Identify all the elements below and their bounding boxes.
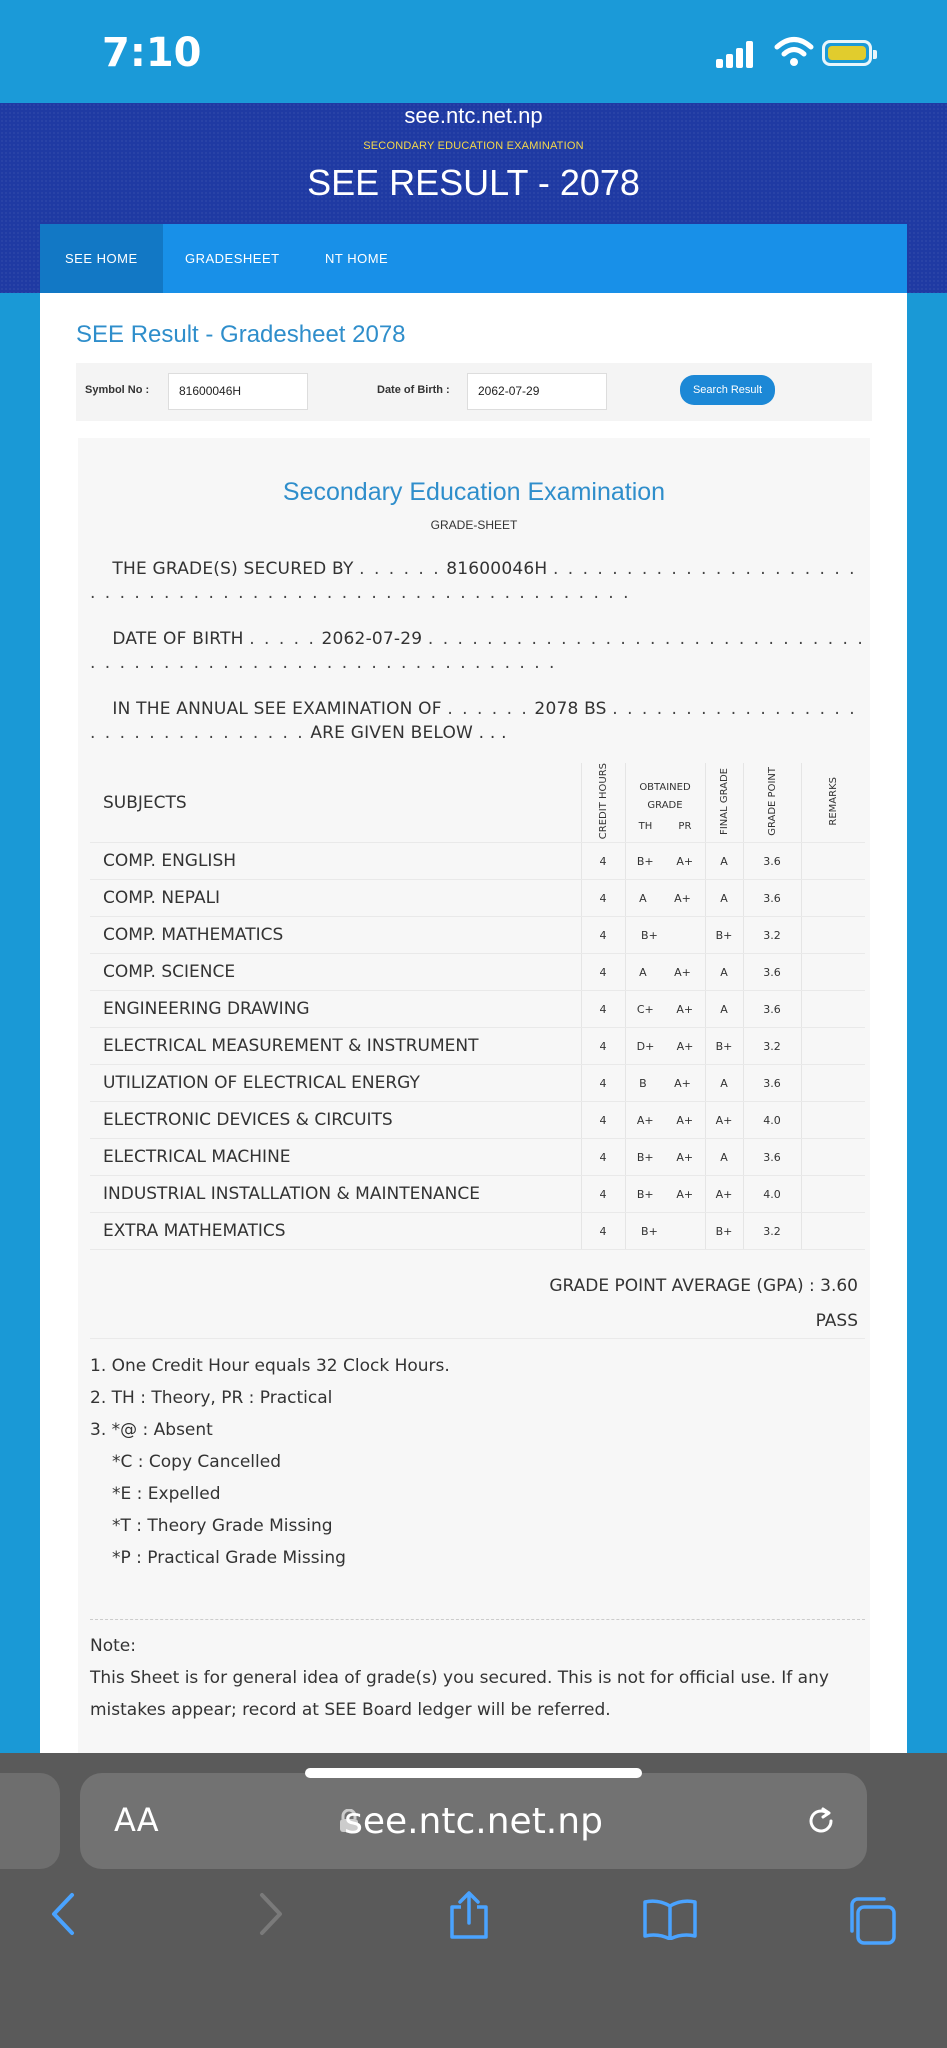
header-final-grade: FINAL GRADE bbox=[705, 763, 743, 843]
forward-icon[interactable] bbox=[256, 1891, 286, 1937]
browser-toolbar bbox=[0, 1753, 947, 2048]
status-bar bbox=[0, 0, 947, 103]
credit-cell: 4 bbox=[581, 917, 625, 954]
final-grade-cell: A bbox=[705, 991, 743, 1028]
pr-grade: A+ bbox=[676, 1113, 694, 1127]
table-row bbox=[90, 1139, 865, 1176]
subject-cell: UTILIZATION OF ELECTRICAL ENERGY bbox=[90, 1065, 581, 1102]
note-text: This Sheet is for general idea of grade(s) you secured. This is not for official use. If any mistakes appear; record at SEE Board ledger will be referred. bbox=[90, 1668, 829, 1720]
final-grade-cell: A+ bbox=[705, 1102, 743, 1139]
legend-item: *E : Expelled bbox=[112, 1484, 221, 1504]
pr-grade: A+ bbox=[676, 1039, 694, 1053]
secured-by-value: 81600046H bbox=[446, 559, 548, 579]
th-grade: B+ bbox=[636, 1187, 654, 1201]
tabs-icon[interactable] bbox=[844, 1893, 900, 1949]
gpa: GRADE POINT AVERAGE (GPA) : 3.60 bbox=[549, 1276, 858, 1296]
search-result-button[interactable]: Search Result bbox=[680, 375, 775, 405]
header-grade-point: GRADE POINT bbox=[743, 763, 801, 843]
final-grade-cell: A bbox=[705, 843, 743, 880]
battery-icon bbox=[822, 40, 872, 66]
table-row bbox=[90, 917, 865, 954]
th-grade: B+ bbox=[636, 854, 654, 868]
home-indicator[interactable] bbox=[305, 1768, 642, 1778]
credit-cell: 4 bbox=[581, 1139, 625, 1176]
obtained-cell bbox=[625, 1028, 705, 1065]
credit-cell: 4 bbox=[581, 1176, 625, 1213]
remarks-cell bbox=[801, 1028, 865, 1065]
symbol-label: Symbol No : bbox=[85, 384, 150, 396]
th-grade: A bbox=[639, 891, 647, 905]
wifi-icon bbox=[774, 36, 814, 68]
obtained-cell bbox=[625, 843, 705, 880]
credit-cell: 4 bbox=[581, 1213, 625, 1250]
table-row bbox=[90, 1065, 865, 1102]
legend-item: *C : Copy Cancelled bbox=[112, 1452, 281, 1472]
nav-nt-home[interactable]: NT HOME bbox=[325, 251, 389, 266]
credit-cell: 4 bbox=[581, 843, 625, 880]
th-grade: B+ bbox=[641, 928, 658, 942]
grade-point-cell: 4.0 bbox=[743, 1102, 801, 1139]
result-status: PASS bbox=[815, 1311, 858, 1331]
grades-table-body bbox=[90, 843, 865, 1250]
search-form bbox=[76, 363, 872, 421]
secured-by-line: THE GRADE(S) SECURED BY . . . . . . 81600046H . . . . . . . . . . . . . . . . . . . . . . . . . . . . . . . . . . . . . . . . . . . . . . . . . . . . . . . . . . bbox=[90, 559, 857, 603]
credit-cell: 4 bbox=[581, 1102, 625, 1139]
final-grade-cell: A bbox=[705, 954, 743, 991]
obtained-cell bbox=[625, 1176, 705, 1213]
final-grade-cell: B+ bbox=[705, 1213, 743, 1250]
pr-grade: A+ bbox=[676, 1187, 694, 1201]
remarks-cell bbox=[801, 1139, 865, 1176]
th-grade: A+ bbox=[636, 1113, 654, 1127]
obtained-cell bbox=[625, 1139, 705, 1176]
pr-grade: A+ bbox=[676, 854, 694, 868]
legend-item: 1. One Credit Hour equals 32 Clock Hours. bbox=[90, 1356, 450, 1376]
previous-tab-preview[interactable] bbox=[0, 1773, 60, 1869]
table-row bbox=[90, 954, 865, 991]
grade-point-cell: 3.6 bbox=[743, 843, 801, 880]
grade-point-cell: 3.6 bbox=[743, 1065, 801, 1102]
site-url: see.ntc.net.np bbox=[404, 103, 543, 128]
dob-label: Date of Birth : bbox=[377, 384, 450, 396]
status-time: 7:10 bbox=[102, 30, 202, 76]
legend bbox=[90, 1350, 450, 1574]
nav-see-home[interactable]: SEE HOME bbox=[40, 224, 163, 293]
dob-line-label: DATE OF BIRTH bbox=[112, 629, 244, 649]
pr-grade: A+ bbox=[674, 891, 691, 905]
legend-item: *T : Theory Grade Missing bbox=[112, 1516, 333, 1536]
dob-line-value: 2062-07-29 bbox=[321, 629, 423, 649]
address-url[interactable]: see.ntc.net.np bbox=[344, 1801, 603, 1842]
navbar bbox=[40, 224, 907, 293]
exam-line-tail: ARE GIVEN BELOW . . . bbox=[310, 723, 507, 743]
gradesheet bbox=[78, 438, 870, 1753]
table-row bbox=[90, 1102, 865, 1139]
credit-cell: 4 bbox=[581, 991, 625, 1028]
subject-cell: ELECTRONIC DEVICES & CIRCUITS bbox=[90, 1102, 581, 1139]
table-row bbox=[90, 880, 865, 917]
main-content bbox=[40, 293, 907, 1753]
subject-cell: ELECTRICAL MACHINE bbox=[90, 1139, 581, 1176]
header-remarks: REMARKS bbox=[801, 763, 865, 843]
table-row bbox=[90, 1176, 865, 1213]
grade-point-cell: 4.0 bbox=[743, 1176, 801, 1213]
th-grade: A bbox=[639, 965, 647, 979]
final-grade-cell: A bbox=[705, 1139, 743, 1176]
final-grade-cell: B+ bbox=[705, 917, 743, 954]
legend-item: 3. *@ : Absent bbox=[90, 1420, 213, 1440]
subject-cell: EXTRA MATHEMATICS bbox=[90, 1213, 581, 1250]
subject-cell: INDUSTRIAL INSTALLATION & MAINTENANCE bbox=[90, 1176, 581, 1213]
back-icon[interactable] bbox=[48, 1891, 78, 1937]
credit-cell: 4 bbox=[581, 1065, 625, 1102]
subject-cell: ENGINEERING DRAWING bbox=[90, 991, 581, 1028]
remarks-cell bbox=[801, 1213, 865, 1250]
th-grade: D+ bbox=[636, 1039, 655, 1053]
table-row bbox=[90, 843, 865, 880]
grade-point-cell: 3.2 bbox=[743, 917, 801, 954]
remarks-cell bbox=[801, 954, 865, 991]
subject-cell: COMP. NEPALI bbox=[90, 880, 581, 917]
obtained-cell bbox=[625, 954, 705, 991]
gradesheet-title: Secondary Education Examination bbox=[282, 478, 666, 506]
legend-item: 2. TH : Theory, PR : Practical bbox=[90, 1388, 333, 1408]
credit-cell: 4 bbox=[581, 880, 625, 917]
remarks-cell bbox=[801, 917, 865, 954]
nav-gradesheet[interactable]: GRADESHEET bbox=[185, 251, 280, 266]
exam-line-label: IN THE ANNUAL SEE EXAMINATION OF bbox=[112, 699, 442, 719]
dob-line: DATE OF BIRTH . . . . . 2062-07-29 . . . . . . . . . . . . . . . . . . . . . . . . . . . . . . . . . . . . . . . . . . . . . . . . . . . . . . . . . . . . . . bbox=[90, 629, 865, 673]
site-subtitle: SECONDARY EDUCATION EXAMINATION bbox=[363, 140, 584, 152]
final-grade-cell: B+ bbox=[705, 1028, 743, 1065]
subject-cell: ELECTRICAL MEASUREMENT & INSTRUMENT bbox=[90, 1028, 581, 1065]
dob-input[interactable]: 2062-07-29 bbox=[467, 373, 607, 410]
remarks-cell bbox=[801, 1176, 865, 1213]
pr-grade: A+ bbox=[676, 1150, 694, 1164]
pr-grade: A+ bbox=[674, 1076, 691, 1090]
grade-point-cell: 3.6 bbox=[743, 991, 801, 1028]
table-row bbox=[90, 991, 865, 1028]
credit-cell: 4 bbox=[581, 954, 625, 991]
dashed-divider bbox=[90, 1619, 865, 1620]
obtained-cell bbox=[625, 880, 705, 917]
final-grade-cell: A bbox=[705, 1065, 743, 1102]
symbol-input[interactable]: 81600046H bbox=[168, 373, 308, 410]
pr-grade: A+ bbox=[676, 1002, 694, 1016]
remarks-cell bbox=[801, 1065, 865, 1102]
remarks-cell bbox=[801, 843, 865, 880]
th-grade: C+ bbox=[636, 1002, 654, 1016]
pr-grade: A+ bbox=[674, 965, 691, 979]
subject-cell: COMP. SCIENCE bbox=[90, 954, 581, 991]
reader-settings-button[interactable]: AA bbox=[114, 1801, 159, 1839]
header-obtained-grade: OBTAINED GRADE TH PR bbox=[625, 763, 705, 843]
subject-cell: COMP. ENGLISH bbox=[90, 843, 581, 880]
exam-line-value: 2078 BS bbox=[534, 699, 607, 719]
obtained-cell bbox=[625, 991, 705, 1028]
gradesheet-subtitle: GRADE-SHEET bbox=[430, 518, 518, 532]
grade-point-cell: 3.2 bbox=[743, 1028, 801, 1065]
exam-line: IN THE ANNUAL SEE EXAMINATION OF . . . . . . 2078 BS . . . . . . . . . . . . . . . . . . . . . . . . . . . . . . . . ARE GIVEN BELOW . . . bbox=[90, 699, 857, 743]
divider bbox=[90, 1338, 865, 1339]
subject-cell: COMP. MATHEMATICS bbox=[90, 917, 581, 954]
header-th: TH bbox=[638, 821, 653, 833]
note bbox=[90, 1630, 870, 1726]
th-grade: B+ bbox=[641, 1224, 658, 1238]
address-bar[interactable] bbox=[80, 1773, 867, 1869]
th-grade: B bbox=[639, 1076, 647, 1090]
grades-table bbox=[90, 763, 865, 1250]
grade-point-cell: 3.6 bbox=[743, 954, 801, 991]
header-pr: PR bbox=[678, 821, 692, 833]
grade-point-cell: 3.6 bbox=[743, 880, 801, 917]
credit-cell: 4 bbox=[581, 1028, 625, 1065]
legend-item: *P : Practical Grade Missing bbox=[112, 1548, 346, 1568]
obtained-cell bbox=[625, 1065, 705, 1102]
remarks-cell bbox=[801, 880, 865, 917]
final-grade-cell: A bbox=[705, 880, 743, 917]
grade-point-cell: 3.6 bbox=[743, 1139, 801, 1176]
obtained-cell bbox=[625, 1102, 705, 1139]
obtained-cell bbox=[625, 1213, 705, 1250]
th-grade: B+ bbox=[636, 1150, 654, 1164]
header-subjects: SUBJECTS bbox=[90, 763, 581, 843]
final-grade-cell: A+ bbox=[705, 1176, 743, 1213]
bookmarks-icon[interactable] bbox=[642, 1898, 698, 1940]
page-heading: SEE Result - Gradesheet 2078 bbox=[76, 321, 406, 348]
obtained-cell bbox=[625, 917, 705, 954]
table-row bbox=[90, 1213, 865, 1250]
note-label: Note: bbox=[90, 1636, 136, 1656]
header-credit-hours: CREDIT HOURS bbox=[581, 763, 625, 843]
site-title: SEE RESULT - 2078 bbox=[307, 162, 640, 203]
remarks-cell bbox=[801, 1102, 865, 1139]
grade-point-cell: 3.2 bbox=[743, 1213, 801, 1250]
reload-icon[interactable] bbox=[803, 1803, 839, 1839]
share-icon[interactable] bbox=[446, 1891, 492, 1941]
cellular-signal-icon bbox=[716, 40, 752, 68]
secured-by-label: THE GRADE(S) SECURED BY bbox=[112, 559, 354, 579]
remarks-cell bbox=[801, 991, 865, 1028]
table-row bbox=[90, 1028, 865, 1065]
